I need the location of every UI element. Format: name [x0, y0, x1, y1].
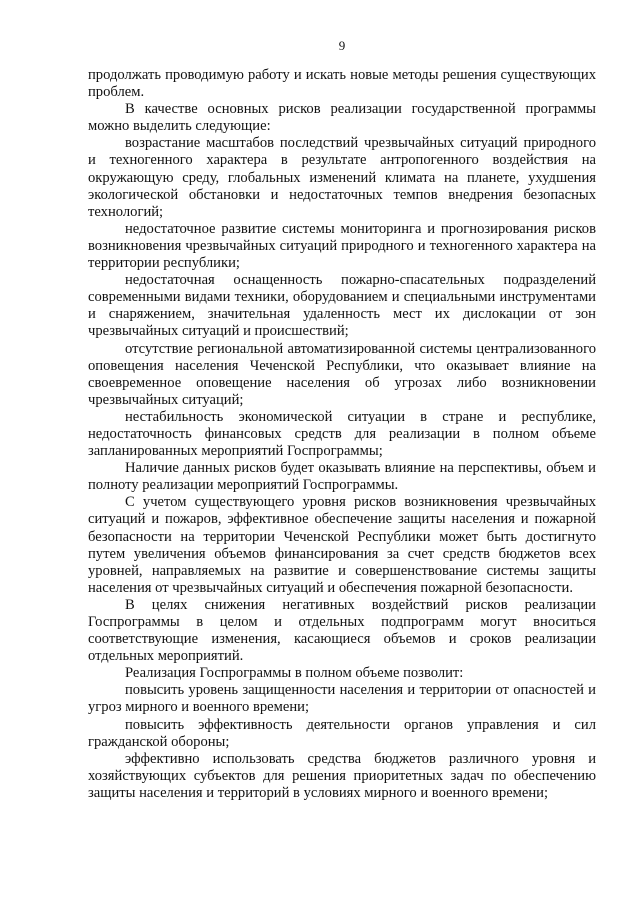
paragraph: С учетом существующего уровня рисков возникновения чрезвычайных ситуаций и пожаров, эффективное обеспечение защиты населения и пожарной безопасности на территории Чеченской Республики может быть достигнуто путем увеличения объемов финансирования за счет средств бюджетов всех уровней, направляемых на развитие и совершенствование системы защиты населения от чрезвычайных ситуаций и обеспечения пожарной безопасности.: [88, 494, 596, 596]
body-text: [88, 67, 596, 802]
paragraph: Наличие данных рисков будет оказывать влияние на перспективы, объем и полноту реализации мероприятий Госпрограммы.: [88, 460, 596, 494]
paragraph: В качестве основных рисков реализации государственной программы можно выделить следующие:: [88, 101, 596, 135]
paragraph: продолжать проводимую работу и искать новые методы решения существующих проблем.: [88, 67, 596, 101]
paragraph: Реализация Госпрограммы в полном объеме позволит:: [125, 665, 464, 682]
paragraph: возрастание масштабов последствий чрезвычайных ситуаций природного и техногенного характера в результате антропогенного воздействия на окружающую среду, глобальных изменений климата на планете, ухудшения экологической обстановки и недостаточных темпов внедрения безопасных технологий;: [88, 135, 596, 220]
paragraph: отсутствие региональной автоматизированной системы централизованного оповещения населения Чеченской Республики, что оказывает влияние на своевременное оповещение населения об угрозах либо возникновении чрезвычайных ситуаций;: [88, 340, 596, 408]
paragraph: повысить эффективность деятельности органов управления и сил гражданской обороны;: [88, 716, 596, 750]
paragraph: недостаточная оснащенность пожарно-спасательных подразделений современными видами техники, оборудованием и специальными инструментами и снаряжением, значительная удаленность мест их дислокации от зон чрезвычайных ситуаций и происшествий;: [88, 272, 596, 340]
paragraph: эффективно использовать средства бюджетов различного уровня и хозяйствующих субъектов для решения приоритетных задач по обеспечению защиты населения и территорий в условиях мирного и военного времени;: [88, 750, 596, 801]
paragraph: повысить уровень защищенности населения и территории от опасностей и угроз мирного и военного времени;: [88, 682, 596, 716]
paragraph: нестабильность экономической ситуации в стране и республике, недостаточность финансовых средств для реализации в полном объеме запланированных мероприятий Госпрограммы;: [88, 408, 596, 460]
paragraph: недостаточное развитие системы мониторинга и прогнозирования рисков возникновения чрезвычайных ситуаций природного и техногенного характера на территории республики;: [88, 220, 596, 272]
page-number: 9: [338, 38, 346, 53]
paragraph: В целях снижения негативных воздействий рисков реализации Госпрограммы в целом и отдельных подпрограмм могут вноситься соответствующие изменения, касающиеся объемов и сроков реализации отдельных мероприятий.: [88, 596, 596, 665]
